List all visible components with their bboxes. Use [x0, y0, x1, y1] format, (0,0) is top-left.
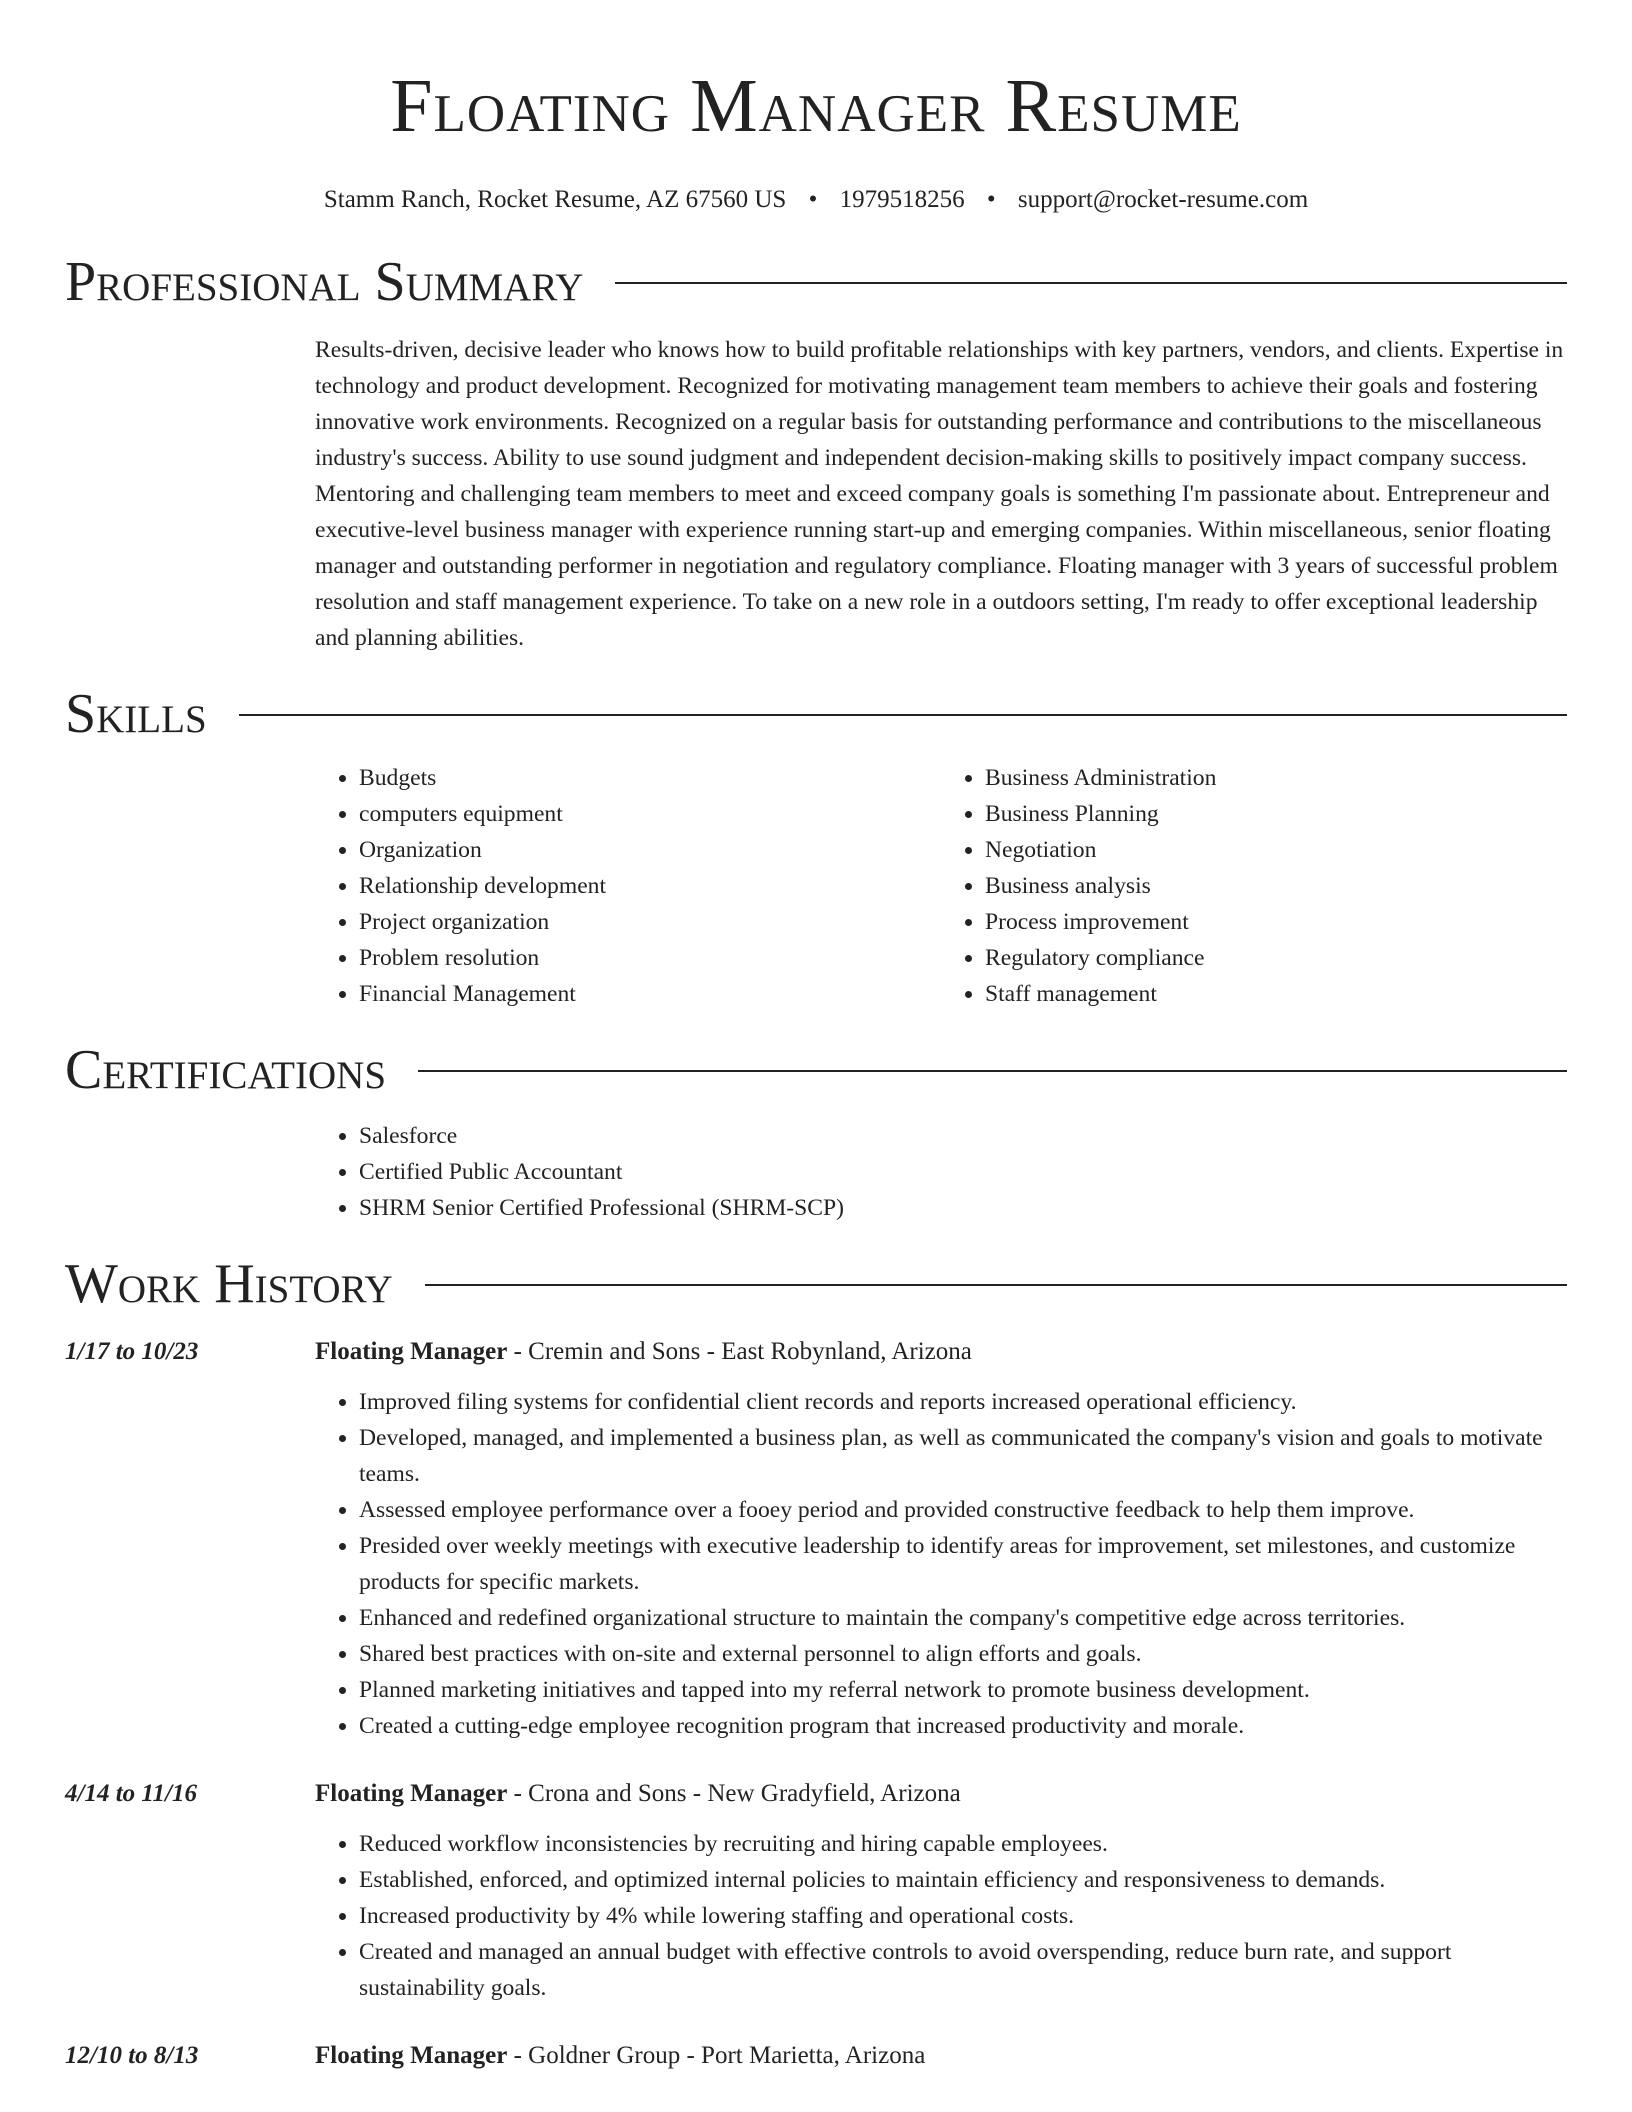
section-divider — [239, 714, 1567, 716]
certification-item: • SHRM Senior Certified Professional (SHRM-SCP) — [359, 1190, 1567, 1226]
skill-item: • Organization — [359, 832, 941, 868]
contact-phone: 1979518256 — [839, 186, 965, 213]
section-work-heading — [65, 1252, 1567, 1316]
contact-separator: • — [986, 186, 996, 213]
skill-item: • Negotiation — [985, 832, 1567, 868]
job-bullet: • Increased productivity by 4% while lowering staffing and operational costs. — [359, 1898, 1567, 1934]
job-header — [65, 1334, 1567, 1370]
job-bullet: • Improved filing systems for confidential client records and reports increased operational efficiency. — [359, 1384, 1567, 1420]
job-bullets — [315, 1384, 1567, 1744]
section-title: Skills — [65, 683, 207, 745]
job-title: Floating Manager — [315, 1780, 508, 1807]
job-bullet: • Enhanced and redefined organizational structure to maintain the company's competitive edge across territories. — [359, 1600, 1567, 1636]
resume-title: Floating Manager Resume — [390, 64, 1242, 148]
section-title: Professional Summary — [65, 251, 584, 313]
job-details: - Crona and Sons - New Gradyfield, Arizona — [507, 1780, 961, 1807]
contact-line — [65, 184, 1567, 216]
skill-item: • Process improvement — [985, 904, 1567, 940]
contact-email: support@rocket-resume.com — [1017, 186, 1309, 213]
skill-item: • Business Administration — [985, 760, 1567, 796]
job-details: - Goldner Group - Port Marietta, Arizona — [507, 2042, 926, 2069]
job-bullet: • Created a cutting-edge employee recognition program that increased productivity and morale. — [359, 1708, 1567, 1744]
skill-item: • computers equipment — [359, 796, 941, 832]
skills-list — [315, 760, 1567, 1012]
skill-item: • Budgets — [359, 760, 941, 796]
skill-item: • Regulatory compliance — [985, 940, 1567, 976]
skill-item: • Business analysis — [985, 868, 1567, 904]
job-bullets — [315, 1826, 1567, 2006]
skill-item: • Staff management — [985, 976, 1567, 1012]
job-dates: 4/14 to 11/16 — [65, 1780, 197, 1807]
section-divider — [418, 1070, 1567, 1072]
contact-separator: • — [808, 186, 818, 213]
job-bullet: • Assessed employee performance over a fooey period and provided constructive feedback to help them improve. — [359, 1492, 1567, 1528]
job-details: - Cremin and Sons - East Robynland, Arizona — [507, 1338, 972, 1365]
job-heading — [315, 2038, 925, 2074]
skills-column-left — [315, 760, 941, 1012]
job-bullet: • Reduced workflow inconsistencies by recruiting and hiring capable employees. — [359, 1826, 1567, 1862]
job-bullet: • Presided over weekly meetings with executive leadership to identify areas for improvement, set milestones, and customize products for specific markets. — [359, 1528, 1567, 1600]
skill-item: • Business Planning — [985, 796, 1567, 832]
section-summary-heading — [65, 250, 1567, 314]
job-bullet: • Planned marketing initiatives and tapped into my referral network to promote business development. — [359, 1672, 1567, 1708]
job-bullet: • Established, enforced, and optimized internal policies to maintain efficiency and responsiveness to demands. — [359, 1862, 1567, 1898]
job-dates: 12/10 to 8/13 — [65, 2042, 199, 2069]
skill-item: • Problem resolution — [359, 940, 941, 976]
contact-address: Stamm Ranch, Rocket Resume, AZ 67560 US — [323, 186, 787, 213]
job-bullet: • Shared best practices with on-site and external personnel to align efforts and goals. — [359, 1636, 1567, 1672]
summary-text: Results-driven, decisive leader who knows how to build profitable relationships with key partners, vendors, and clients. Expertise in technology and product development. Recognized for motivating management team members to achieve their goals and fostering innovative work environments. Recognized on a regular basis for outstanding performance and contributions to the miscellaneous industry's success. Ability to use sound judgment and independent decision-making skills to positively impact company success. Mentoring and challenging team members to meet and exceed company goals is something I'm passionate about. Entrepreneur and executive-level business manager with experience running start-up and emerging companies. Within miscellaneous, senior floating manager and outstanding performer in negotiation and regulatory compliance. Floating manager with 3 years of successful problem resolution and staff management experience. To take on a new role in a outdoors setting, I'm ready to offer exceptional leadership and planning abilities. — [315, 337, 1564, 651]
section-skills-heading — [65, 682, 1567, 746]
job-dates: 1/17 to 10/23 — [65, 1338, 199, 1365]
section-title: Work History — [65, 1253, 393, 1315]
certification-item: • Certified Public Accountant — [359, 1154, 1567, 1190]
job-heading — [315, 1776, 961, 1812]
skill-item: • Project organization — [359, 904, 941, 940]
certification-item: • Salesforce — [359, 1118, 1567, 1154]
job-header — [65, 1776, 1567, 1812]
skills-column-right — [941, 760, 1567, 1012]
job-title: Floating Manager — [315, 1338, 508, 1365]
job-heading — [315, 1334, 972, 1370]
job-title: Floating Manager — [315, 2042, 508, 2069]
job-bullet: • Developed, managed, and implemented a business plan, as well as communicated the company's vision and goals to motivate teams. — [359, 1420, 1567, 1492]
section-divider — [425, 1284, 1567, 1286]
certifications-list — [315, 1118, 1567, 1226]
skill-item: • Relationship development — [359, 868, 941, 904]
job-header — [65, 2038, 1567, 2074]
section-title: Certifications — [65, 1039, 387, 1101]
skill-item: • Financial Management — [359, 976, 941, 1012]
section-divider — [615, 282, 1567, 284]
job-bullet: • Created and managed an annual budget with effective controls to avoid overspending, reduce burn rate, and support sustainability goals. — [359, 1934, 1567, 2006]
section-certifications-heading — [65, 1038, 1567, 1102]
